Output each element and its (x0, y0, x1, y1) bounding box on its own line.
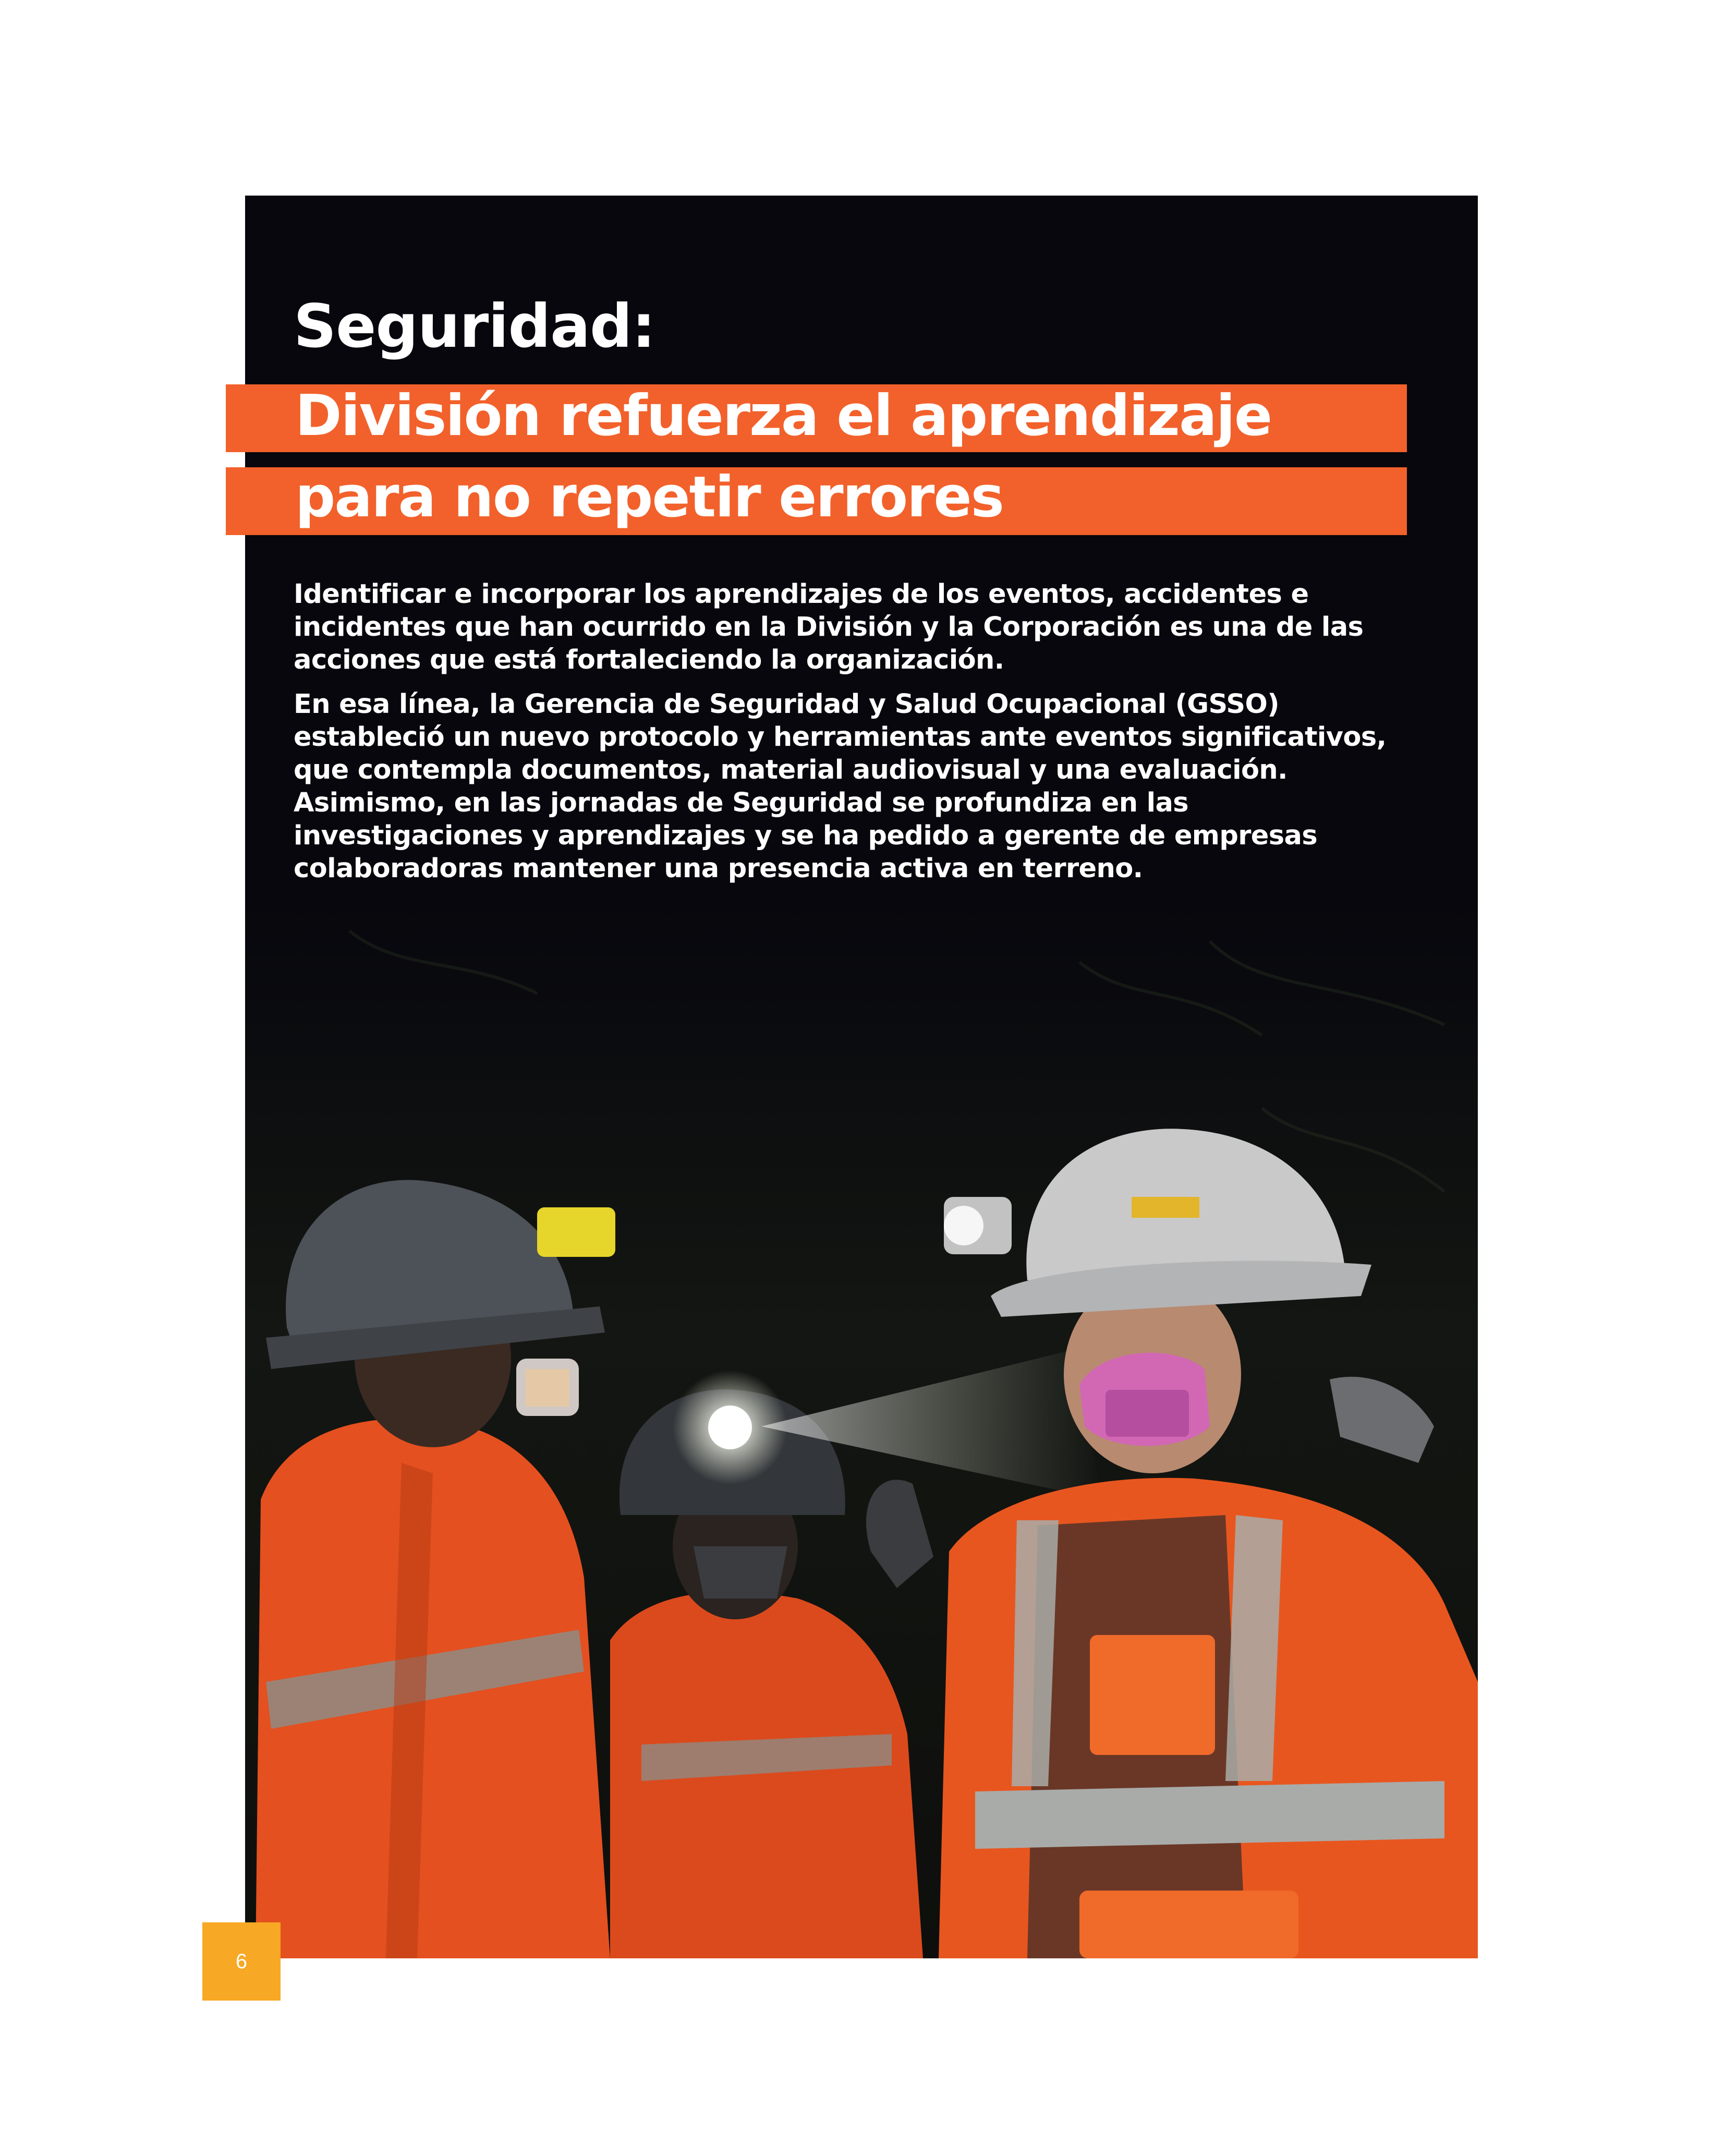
headline-line-1: División refuerza el aprendizaje (295, 383, 1272, 449)
page-number: 6 (235, 1949, 248, 1973)
article-paragraph-1: Identificar e incorporar los aprendizajes de los eventos, accidentes e incidentes que han ocurrido en la División y la Corporación es una de las acciones que está fortaleciendo la organización. (294, 579, 1364, 675)
worker-left (256, 1180, 615, 1958)
miners-photo (245, 900, 1478, 1958)
article-paragraph-2: En esa línea, la Gerencia de Seguridad y Salud Ocupacional (GSSO) estableció un nuevo protocolo y herramientas ante eventos significativos, que contempla documentos, material audiovisual y una evaluación. Asimismo, en las jornadas de Seguridad se profundiza en las investigaciones y aprendizajes y se ha pedido a gerente de empresas colaboradoras mantener una presencia activa en terreno. (294, 689, 1387, 884)
headline-line-2: para no repetir errores (295, 465, 1003, 530)
page-number-badge (202, 1922, 281, 2001)
section-title: Seguridad: (294, 292, 655, 361)
article-panel (245, 196, 1478, 1958)
article-body (294, 578, 1415, 897)
